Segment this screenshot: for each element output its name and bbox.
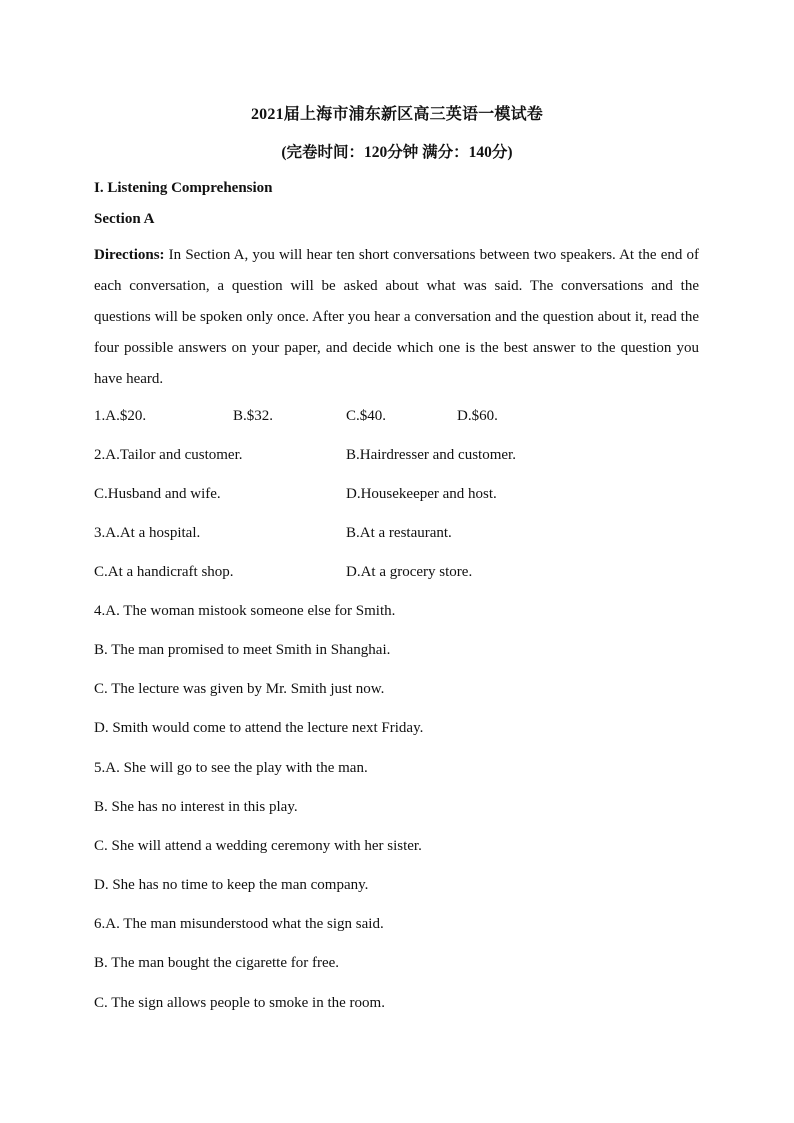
exam-subtitle: (完卷时间：120分钟 满分：140分) bbox=[281, 144, 513, 161]
question-1 bbox=[94, 405, 714, 427]
question-3-row-2 bbox=[94, 561, 714, 583]
q3-option-a: 3.A.At a hospital. bbox=[94, 525, 201, 541]
q5-option-d: D. She has no time to keep the man company. bbox=[94, 877, 369, 893]
q3-option-b: B.At a restaurant. bbox=[346, 525, 452, 541]
q4-option-c: C. The lecture was given by Mr. Smith just now. bbox=[94, 681, 385, 697]
q5-option-b: B. She has no interest in this play. bbox=[94, 799, 298, 815]
q2-option-a: 2.A.Tailor and customer. bbox=[94, 447, 243, 463]
q4-option-a: 4.A. The woman mistook someone else for Smith. bbox=[94, 603, 396, 619]
q5-option-c: C. She will attend a wedding ceremony with her sister. bbox=[94, 838, 422, 854]
q6-option-c: C. The sign allows people to smoke in the room. bbox=[94, 995, 385, 1011]
q2-option-b: B.Hairdresser and customer. bbox=[346, 447, 516, 463]
q4-option-b: B. The man promised to meet Smith in Shanghai. bbox=[94, 642, 391, 658]
q2-option-c: C.Husband and wife. bbox=[94, 486, 221, 502]
q1-option-b: B.$32. bbox=[233, 408, 274, 424]
question-3-row-1 bbox=[94, 522, 714, 544]
q6-option-b: B. The man bought the cigarette for free. bbox=[94, 955, 340, 971]
q2-option-d: D.Housekeeper and host. bbox=[346, 486, 497, 502]
q3-option-d: D.At a grocery store. bbox=[346, 564, 473, 580]
q1-option-a: 1.A.$20. bbox=[94, 408, 147, 424]
q6-option-a: 6.A. The man misunderstood what the sign said. bbox=[94, 916, 384, 932]
directions-paragraph bbox=[94, 240, 699, 395]
section-heading: I. Listening Comprehension bbox=[94, 180, 273, 196]
q4-option-d: D. Smith would come to attend the lecture next Friday. bbox=[94, 720, 424, 736]
directions-text: In Section A, you will hear ten short conversations between two speakers. At the end of each conversation, a question will be asked about what was said. The conversations and the questions will be spoken only once. After you hear a conversation and the question about it, read the four possible answers on your paper, and decide which one is the best answer to the question you have heard. bbox=[94, 247, 699, 387]
q1-option-c: C.$40. bbox=[346, 408, 387, 424]
question-2-row-2 bbox=[94, 483, 714, 505]
question-2-row-1 bbox=[94, 444, 714, 466]
q1-option-d: D.$60. bbox=[457, 408, 498, 424]
q3-option-c: C.At a handicraft shop. bbox=[94, 564, 234, 580]
subsection-heading: Section A bbox=[94, 211, 155, 227]
directions-label: Directions: bbox=[94, 247, 165, 263]
exam-title: 2021届上海市浦东新区高三英语一模试卷 bbox=[250, 106, 543, 123]
q5-option-a: 5.A. She will go to see the play with the man. bbox=[94, 760, 368, 776]
